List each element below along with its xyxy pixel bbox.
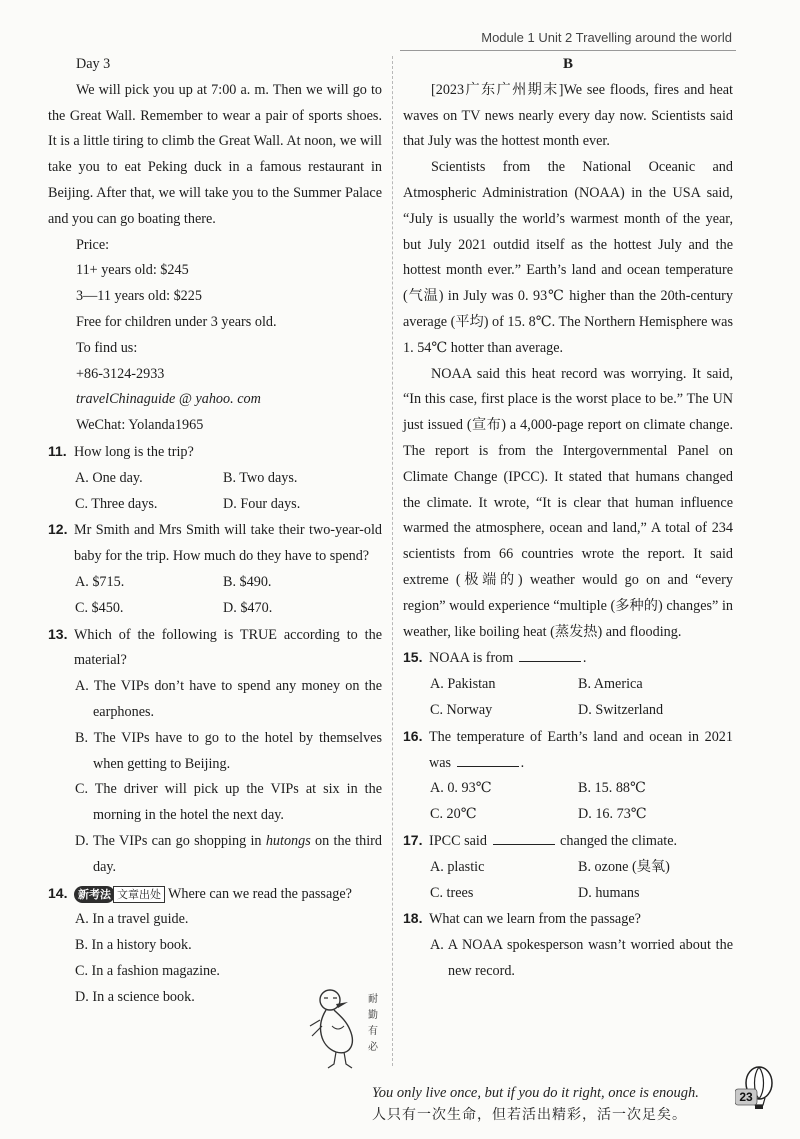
option[interactable]: A. 0. 93℃ bbox=[430, 780, 492, 797]
option-d-text-a: D. The VIPs can go shopping in bbox=[75, 832, 266, 849]
passage-paragraph-3: NOAA said this heat record was worrying. It said, “In this case, first place is the worst place to be.” The UN just issued (宣布) a 4,000-page report on climate change. The report is from the Intergovernmental Panel on Climate Change (IPCC). It stated that humans changed the climate. It wrote, “It is clear that human influence warmed the atmosphere, ocean and land,” A total of 234 scientists from 66 countries wrote the report. It said extreme (极端的) weather would go on and “every region” would experience “multiple (多种的) changes” in weather, like boiling heat (蒸发热) and flooding. bbox=[403, 365, 733, 640]
day3-title: Day 3 bbox=[76, 56, 111, 72]
question-text: Mr Smith and Mrs Smith will take their two-year-old baby for the trip. How much do they have to spend? bbox=[74, 522, 382, 565]
header-rule bbox=[400, 50, 736, 51]
option-d-text-b: on the third day. bbox=[93, 832, 382, 875]
answer-blank[interactable] bbox=[457, 753, 519, 767]
option-d[interactable] bbox=[75, 829, 382, 881]
question-number: 14. bbox=[48, 884, 68, 901]
info-line: 3—11 years old: $225 bbox=[76, 288, 202, 305]
question-number: 12. bbox=[48, 521, 68, 538]
question-text-end: . bbox=[582, 650, 587, 667]
option[interactable]: B. The VIPs have to go to the hotel by themselves when getting to Beijing. bbox=[75, 729, 382, 772]
question-number: 11. bbox=[48, 442, 67, 459]
option[interactable]: C. In a fashion magazine. bbox=[75, 962, 220, 979]
q18-options bbox=[403, 933, 733, 985]
doodle-text-1: 耐 bbox=[368, 994, 378, 1005]
info-line: Free for children under 3 years old. bbox=[76, 313, 277, 330]
q16-options bbox=[403, 776, 733, 828]
option[interactable]: B. America bbox=[578, 676, 643, 693]
question-number: 13. bbox=[48, 625, 68, 642]
question-14 bbox=[48, 881, 382, 908]
option-d-emphasis: hutongs bbox=[265, 832, 311, 849]
question-number: 17. bbox=[403, 831, 423, 848]
footer-quote-english: You only live once, but if you do it right, once is enough. bbox=[372, 1085, 699, 1101]
option[interactable]: A. Pakistan bbox=[430, 676, 496, 693]
question-text: Where can we read the passage? bbox=[168, 885, 352, 902]
option[interactable]: C. Three days. bbox=[75, 495, 158, 512]
right-column bbox=[403, 52, 733, 985]
badge-label-new: 新考法 bbox=[74, 886, 115, 903]
q11-options bbox=[48, 466, 382, 518]
question-text: Which of the following is TRUE according to the material? bbox=[74, 626, 382, 669]
info-line: To find us: bbox=[76, 339, 138, 356]
question-text: IPCC said bbox=[429, 832, 487, 849]
q12-options bbox=[48, 570, 382, 622]
info-line: 11+ years old: $245 bbox=[76, 262, 189, 279]
option[interactable]: B. ozone (臭氧) bbox=[578, 858, 670, 875]
option[interactable]: D. In a science book. bbox=[75, 988, 195, 1005]
option[interactable]: A. plastic bbox=[430, 858, 485, 875]
question-text: What can we learn from the passage? bbox=[429, 911, 641, 928]
new-exam-badge bbox=[74, 886, 165, 903]
question-13 bbox=[48, 622, 382, 675]
option[interactable]: A. In a travel guide. bbox=[75, 911, 189, 928]
question-text: How long is the trip? bbox=[74, 443, 194, 460]
option[interactable]: C. 20℃ bbox=[430, 806, 477, 823]
footer-quote-chinese: 人只有一次生命，但若活出精彩，活一次足矣。 bbox=[372, 1107, 687, 1123]
option[interactable]: A. $715. bbox=[75, 573, 125, 590]
question-12 bbox=[48, 517, 382, 570]
question-text-end: changed the climate. bbox=[560, 832, 678, 849]
option[interactable]: A. The VIPs don’t have to spend any money on the earphones. bbox=[75, 678, 382, 720]
doodle-text-4: 必 bbox=[368, 1042, 378, 1053]
option[interactable]: A. One day. bbox=[75, 469, 143, 486]
option[interactable]: B. $490. bbox=[223, 573, 272, 590]
badge-label-source: 文章出处 bbox=[113, 886, 165, 903]
running-header: Module 1 Unit 2 Travelling around the world bbox=[481, 30, 732, 45]
question-17 bbox=[403, 828, 733, 855]
cartoon-bird-doodle bbox=[306, 986, 386, 1076]
option[interactable]: D. Switzerland bbox=[578, 701, 664, 718]
info-line-email: travelChinaguide @ yahoo. com bbox=[76, 391, 261, 408]
doodle-text-3: 有 bbox=[368, 1026, 378, 1037]
question-text: NOAA is from bbox=[429, 650, 514, 667]
option[interactable]: D. Four days. bbox=[223, 495, 301, 512]
page-number: 23 bbox=[739, 1090, 753, 1104]
option[interactable]: D. $470. bbox=[223, 599, 273, 616]
question-11 bbox=[48, 439, 382, 466]
info-line: WeChat: Yolanda1965 bbox=[76, 417, 204, 434]
question-15 bbox=[403, 645, 733, 672]
doodle-text-2: 勤 bbox=[368, 1010, 378, 1021]
question-text-end: . bbox=[520, 754, 525, 771]
column-divider bbox=[392, 56, 393, 1066]
passage-paragraph-1: [2023广东广州期末]We see floods, fires and heat waves on TV news nearly every day now. Scientists said that July was the hottest month ever. bbox=[403, 81, 733, 150]
question-text: The temperature of Earth’s land and ocean in 2021 was bbox=[429, 728, 733, 771]
info-line: Price: bbox=[76, 236, 110, 253]
info-line: +86-3124-2933 bbox=[76, 365, 165, 382]
question-16 bbox=[403, 724, 733, 777]
footer-quote bbox=[372, 1082, 699, 1126]
option[interactable]: C. $450. bbox=[75, 599, 124, 616]
option[interactable]: A. A NOAA spokesperson wasn’t worried about the new record. bbox=[430, 937, 733, 979]
option[interactable]: B. Two days. bbox=[223, 469, 298, 486]
passage-paragraph-2: Scientists from the National Oceanic and Atmospheric Administration (NOAA) in the USA said, “July is usually the world’s warmest month of the year, but July 2021 outdid itself as the hottest July and the hottest month ever.” Earth’s land and ocean temperature (气温) in July was 0. 93℃ higher than the 20th-century average (平均) of 15. 8℃. The Northern Hemisphere was 1. 54℃ hotter than average. bbox=[403, 159, 733, 356]
page-number-balloon bbox=[735, 1065, 777, 1111]
answer-blank[interactable] bbox=[493, 831, 555, 845]
option[interactable]: C. trees bbox=[430, 884, 474, 901]
left-column bbox=[48, 52, 382, 1010]
option[interactable]: C. The driver will pick up the VIPs at six in the morning in the hotel the next day. bbox=[75, 781, 382, 824]
day3-text: We will pick you up at 7:00 a. m. Then we will go to the Great Wall. Remember to wear a pair of sports shoes. It is a little tiring to climb the Great Wall. At noon, we will take you to eat Peking duck in a famous restaurant in Beijing. After that, we will take you to the Summer Palace and you can go boating there. bbox=[48, 81, 382, 227]
option[interactable]: C. Norway bbox=[430, 701, 493, 718]
option[interactable]: B. 15. 88℃ bbox=[578, 780, 646, 797]
q13-options bbox=[48, 674, 382, 880]
option[interactable]: D. 16. 73℃ bbox=[578, 806, 647, 823]
q15-options bbox=[403, 672, 733, 724]
option[interactable]: D. humans bbox=[578, 884, 640, 901]
question-number: 16. bbox=[403, 727, 423, 744]
question-18 bbox=[403, 906, 733, 933]
answer-blank[interactable] bbox=[519, 648, 581, 662]
option[interactable]: B. In a history book. bbox=[75, 937, 192, 954]
question-number: 18. bbox=[403, 910, 423, 927]
section-title: B bbox=[562, 56, 573, 72]
q17-options bbox=[403, 855, 733, 907]
question-number: 15. bbox=[403, 649, 423, 666]
